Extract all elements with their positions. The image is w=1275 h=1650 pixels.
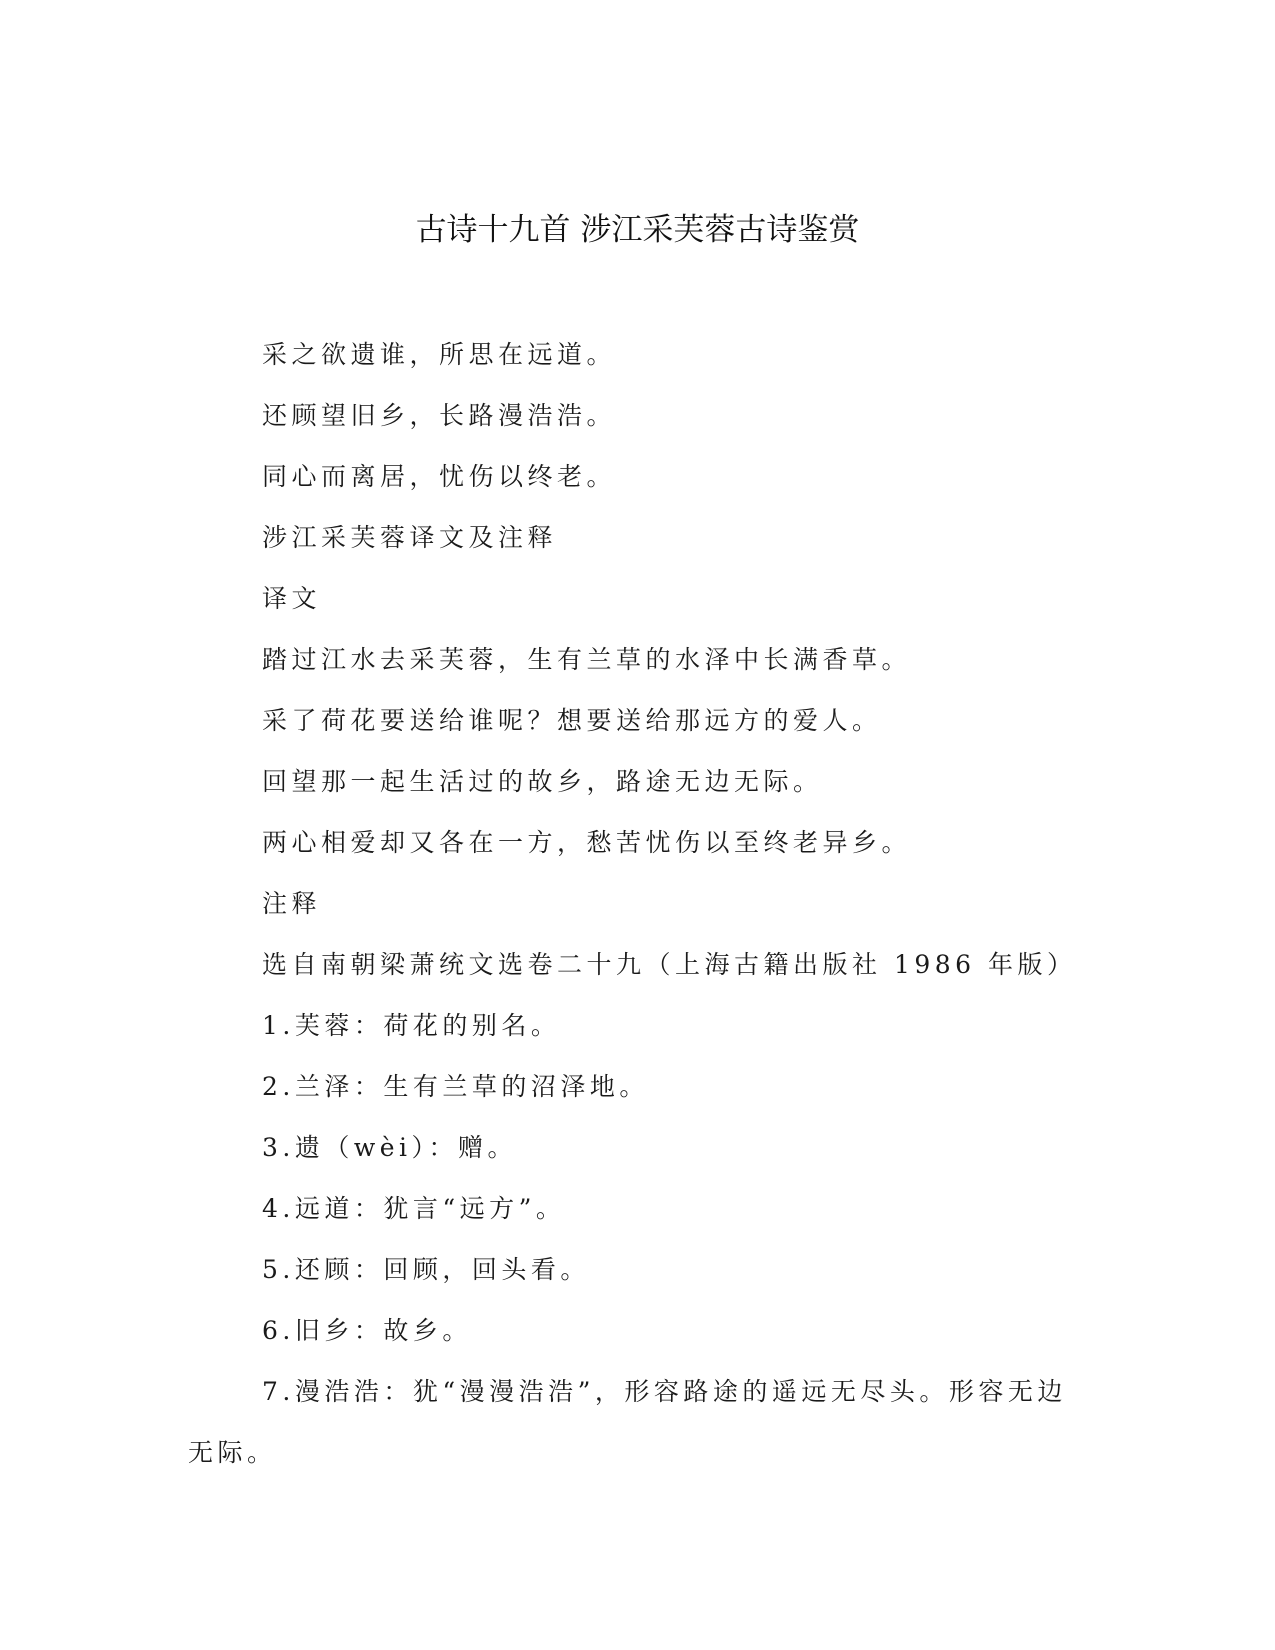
- document-body: [188, 324, 1077, 1483]
- annotation-item: 3.遗（wèi）：赠。: [262, 1133, 518, 1162]
- source-note: 选自南朝梁萧统文选卷二十九（上海古籍出版社 1986 年版）: [262, 950, 1077, 979]
- subsection-heading: 注释: [262, 889, 322, 918]
- section-heading: 涉江采芙蓉译文及注释: [262, 523, 558, 552]
- annotation-item: 4.远道：犹言“远方”。: [262, 1194, 566, 1223]
- annotation-item: 6.旧乡：故乡。: [262, 1316, 472, 1345]
- annotation-item: 1.芙蓉：荷花的别名。: [262, 1011, 561, 1040]
- translation-line: 回望那一起生活过的故乡，路途无边无际。: [262, 767, 823, 796]
- document-title: 古诗十九首 涉江采芙蓉古诗鉴赏: [415, 212, 860, 248]
- annotation-item: 2.兰泽：生有兰草的沼泽地。: [262, 1072, 649, 1101]
- translation-line: 踏过江水去采芙蓉，生有兰草的水泽中长满香草。: [262, 645, 912, 674]
- subsection-heading: 译文: [262, 584, 322, 613]
- poem-line: 同心而离居，忧伤以终老。: [262, 462, 617, 491]
- annotation-item: 5.还顾：回顾，回头看。: [262, 1255, 590, 1284]
- poem-line: 采之欲遗谁，所思在远道。: [262, 340, 617, 369]
- poem-line: 还顾望旧乡，长路漫浩浩。: [262, 401, 617, 430]
- translation-line: 两心相爱却又各在一方，愁苦忧伤以至终老异乡。: [262, 828, 912, 857]
- annotation-item: 7.漫浩浩：犹“漫漫浩浩”，形容路途的遥远无尽头。形容无边无际。: [188, 1377, 1067, 1467]
- translation-line: 采了荷花要送给谁呢？想要送给那远方的爱人。: [262, 706, 882, 735]
